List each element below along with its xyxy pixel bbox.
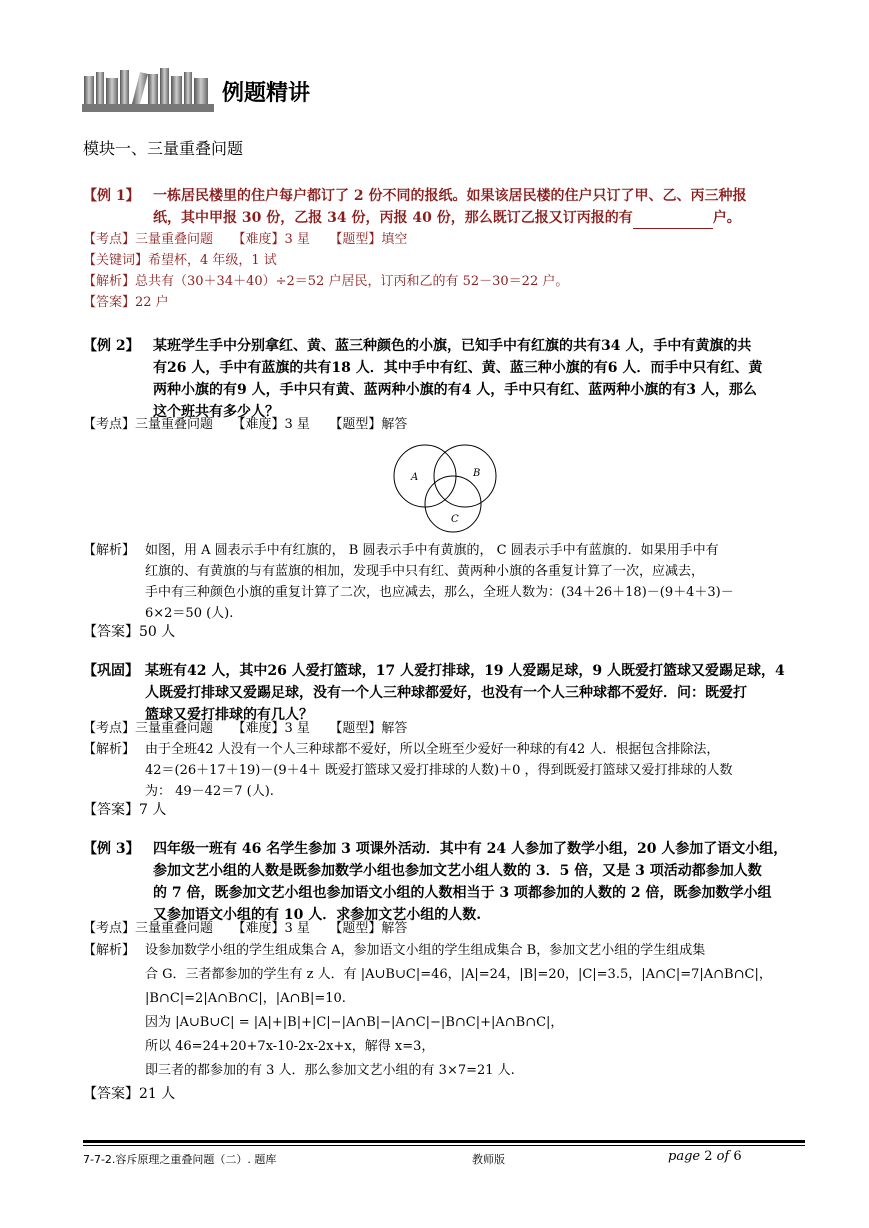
footer-page-number: page 2 of 6 (668, 1149, 742, 1164)
consolidation-answer: 【答案】7 人 (83, 802, 167, 818)
example-1-line-2: 纸，其中甲报 30 份，乙报 34 份，丙报 40 份，那么既订乙报又订丙报的有 户。 (153, 207, 813, 229)
example-2-line: 两种小旗的有9 人，手中只有黄、蓝两种小旗的有4 人，手中只有红、蓝两种小旗的有3 人，那么 (153, 382, 757, 398)
example-1-tag: 【例 1】 (83, 188, 140, 204)
example-2-answer: 【答案】50 人 (83, 624, 176, 640)
answer-blank (633, 214, 713, 229)
example-1-answer: 【答案】22 户 (83, 295, 169, 310)
example-1-line-1: 一栋居民楼里的住户每户都订了 2 份不同的报纸。如果该居民楼的住户只订了甲、乙、丙三种报 (153, 188, 747, 204)
module-heading: 模块一、三量重叠问题 (83, 139, 244, 158)
example-1-solution: 【解析】总共有（30＋34＋40）÷2＝52 户居民，订丙和乙的有 52－30＝22 户。 (83, 274, 569, 289)
venn-diagram (385, 440, 505, 536)
consolidation-question: 【巩固】 某班有42 人，其中26 人爱打篮球，17 人爱打排球，19 人爱踢足球，9 人既爱打篮球又爱踢足球，4 人既爱打排球又爱踢足球，没有一个人三种球都爱好，也没有一个人三种球都不爱好．问：既爱打 篮球又爱打排球的有几人？ (83, 663, 785, 723)
footer-doc-title: 7-7-2.容斥原理之重叠问题（二）. 题库 (83, 1153, 277, 1166)
example-2-line: 有26 人，手中有蓝旗的共有18 人．其中手中有红、黄、蓝三种小旗的有6 人．而手中只有红、黄 (153, 360, 763, 376)
example-2-line: 这个班共有多少人？ (153, 404, 279, 420)
venn-label-b: B (473, 468, 481, 479)
example-3-question: 【例 3】 四年级一班有 46 名学生参加 3 项课外活动．其中有 24 人参加了数学小组，20 人参加了语文小组， 参加文艺小组的人数是既参加数学小组也参加文艺小组人数的 3．5 倍，又是 3 项活动都参加人数 的 7 倍，既参加文艺小组也参加语文小组的人数相当于 3 项都参加的人数的 2 倍，既参加数学小组 又参加语文小组的有 10 人．求参加文艺小组的人数. (83, 841, 788, 923)
consolidation-solution: 【解析】 由于全班42 人没有一个人三种球都不爱好，所以全班至少爱好一种球的有42 人．根据包含排除法， 42＝(26＋17＋19)－(9＋4＋ 既爱打篮球又爱打排球的人数)＋0 ，得到既爱打篮球又爱打排球的人数 为： 49－42＝7 (人). (83, 742, 733, 799)
example-2-meta: 【考点】三量重叠问题 【难度】3 星 【题型】解答 (83, 417, 408, 432)
example-2-question (83, 335, 813, 423)
example-1-meta-2: 【关键词】希望杯，4 年级，1 试 (83, 253, 277, 268)
footer-edition: 教师版 (472, 1153, 505, 1166)
section-title: 例题精讲 (222, 81, 311, 106)
example-2-line: 某班学生手中分别拿红、黄、蓝三种颜色的小旗，已知手中有红旗的共有34 人，手中有黄旗的共 (153, 338, 752, 354)
example-1-question (83, 185, 813, 229)
example-3-solution: 【解析】 设参加数学小组的学生组成集合 A，参加语文小组的学生组成集合 B，参加文艺小组的学生组成集 合 G．三者都参加的学生有 z 人．有 |A∪B∪C|=46，|A|=24，|B|=20，|C|=3.5，|A∩C|=7|A∩B∩C|， |B∩C|=2|A∩B∩C|，|A∩B|=10. 因为 |A∪B∪C| = |A|+|B|+|C|−|A∩B|−|A∩C|−|B∩C|+|A∩B∩C|， 所以 46=24+20+7x-10-2x-2x+x，解得 x=3， 即三者的都参加的有 3 人．那么参加文艺小组的有 3×7=21 人. (83, 943, 772, 1078)
venn-label-c: C (451, 514, 459, 525)
venn-label-a: A (411, 472, 419, 483)
example-2-tag: 【例 2】 (83, 338, 140, 354)
example-3-answer: 【答案】21 人 (83, 1086, 176, 1102)
bookshelf-logo (82, 66, 214, 112)
example-2-solution: 【解析】 如图，用 A 圆表示手中有红旗的， B 圆表示手中有黄旗的， C 圆表示手中有蓝旗的．如果用手中有 红旗的、有黄旗的与有蓝旗的相加，发现手中只有红、黄两种小旗的各重复计算了一次，应减去， 手中有三种颜色小旗的重复计算了二次，也应减去，那么，全班人数为：(34＋26＋18)－(9＋4＋3)－ 6×2＝50 (人). (83, 543, 734, 621)
consolidation-meta: 【考点】三量重叠问题 【难度】3 星 【题型】解答 (83, 721, 408, 736)
example-3-meta: 【考点】三量重叠问题 【难度】3 星 【题型】解答 (83, 921, 408, 936)
example-1-meta-1: 【考点】三量重叠问题 【难度】3 星 【题型】填空 (83, 232, 408, 247)
footer-rule-thin (83, 1145, 805, 1146)
footer-rule-thick (83, 1140, 805, 1143)
